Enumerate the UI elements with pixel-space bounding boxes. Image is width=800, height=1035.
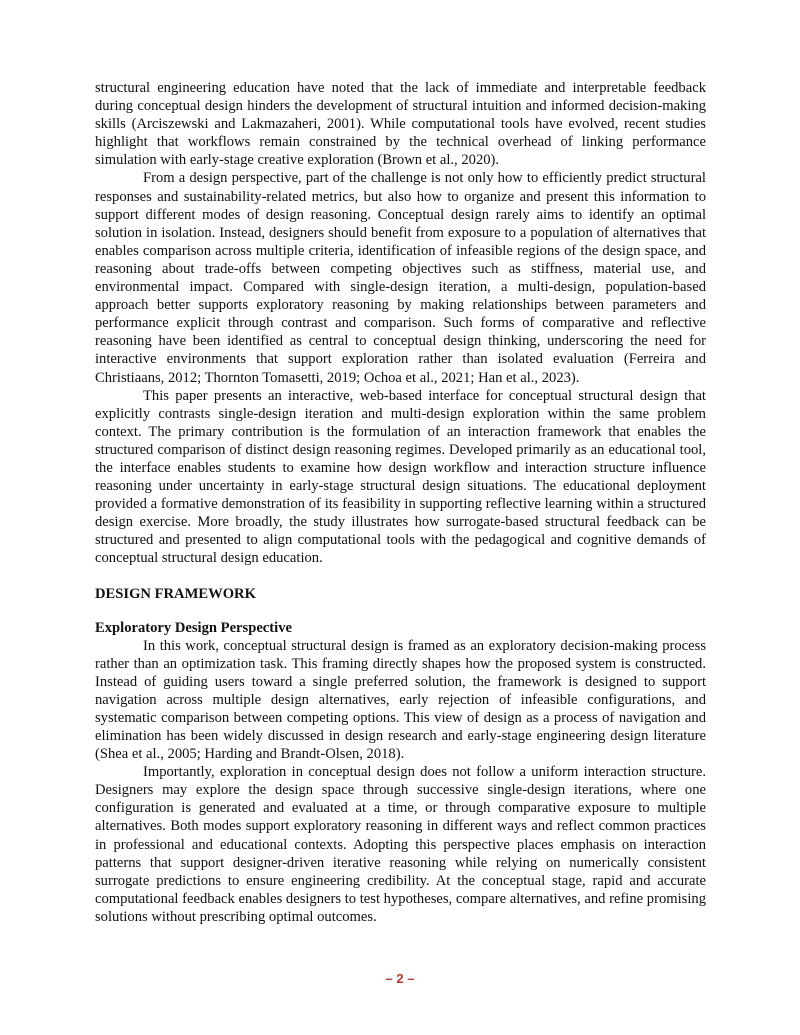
body-paragraph: This paper presents an interactive, web-based interface for conceptual structural design that explicitly contrasts single-design iteration and multi-design exploration within the same problem context. The primary contribution is the formulation of an interaction framework that enables the structured comparison of distinct design reasoning regimes. Developed primarily as an educational tool, the interface enables students to examine how design workflow and interaction structure influence reasoning under uncertainty in early-stage structural design situations. The educational deployment provided a formative demonstration of its feasibility in supporting reflective learning within a structured design exercise. More broadly, the study illustrates how surrogate-based structural feedback can be structured and presented to align computational tools with the pedagogical and cognitive demands of conceptual structural design education. [95,387,706,567]
body-paragraph: Importantly, exploration in conceptual design does not follow a uniform interaction structure. Designers may explore the design space through successive single-design iterations, where one configuration is generated and evaluated at a time, or through comparative exposure to multiple alternatives. Both modes support exploratory reasoning in different ways and reflect common practices in professional and educational contexts. Adopting this perspective places emphasis on interaction patterns that support designer-driven iterative reasoning while relying on numerically consistent surrogate predictions to ensure engineering credibility. At the conceptual stage, rapid and accurate computational feedback enables designers to test hypotheses, compare alternatives, and refine promising solutions without prescribing optimal outcomes. [95,764,706,925]
body-paragraph: In this work, conceptual structural design is framed as an exploratory decision-making process rather than an optimization task. This framing directly shapes how the proposed system is constructed. Instead of guiding users toward a single preferred solution, the framework is designed to support navigation across multiple design alternatives, early rejection of infeasible configurations, and systematic comparison between competing options. This view of design as a process of navigation and elimination has been widely discussed in design research and early-stage engineering design literature (Shea et al., 2005; Harding and Brandt-Olsen, 2018). [95,637,706,763]
body-paragraph: structural engineering education have noted that the lack of immediate and interpretable feedback during conceptual design hinders the development of structural intuition and informed decision-making skills (Arciszewski and Lakmazaheri, 2001). While computational tools have evolved, recent studies highlight that workflows remain constrained by the technical overhead of linking performance simulation with early-stage creative exploration (Brown et al., 2020). [95,80,706,169]
paper-page [95,79,706,926]
sub-heading: Exploratory Design Perspective [95,619,292,636]
body-paragraph: From a design perspective, part of the challenge is not only how to efficiently predict structural responses and sustainability-related metrics, but also how to organize and present this information to support different modes of design reasoning. Conceptual design rarely aims to identify an optimal solution in isolation. Instead, designers should benefit from exposure to a population of alternatives that enables comparison across multiple criteria, identification of infeasible regions of the design space, and reasoning about trade-offs between competing objectives such as stiffness, material use, and environmental impact. Compared with single-design iteration, a multi-design, population-based approach better supports exploratory reasoning by making relationships between parameters and performance explicit through contrast and comparison. Such forms of comparative and reflective reasoning have been identified as central to conceptual design thinking, underscoring the need for interactive environments that support exploration rather than isolated evaluation (Ferreira and Christiaans, 2012; Thornton Tomasetti, 2019; Ochoa et al., 2021; Han et al., 2023). [95,170,706,386]
section-heading: DESIGN FRAMEWORK [95,585,256,602]
page-number: – 2 – [385,971,415,986]
